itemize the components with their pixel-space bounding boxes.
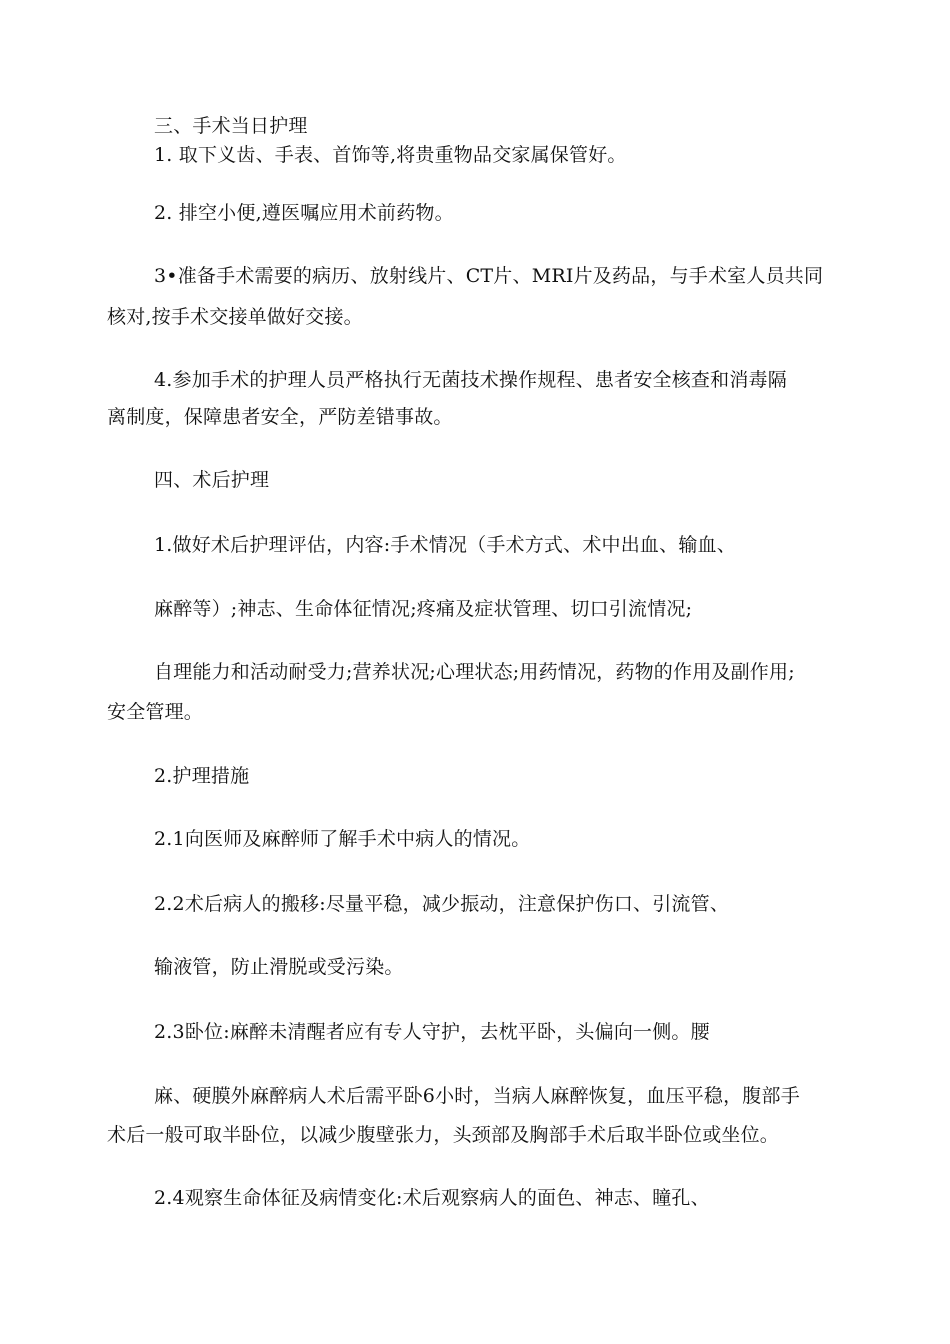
paragraph-line: 输液管，防止滑脱或受污染。 — [154, 956, 404, 978]
paragraph-line: 3•准备手术需要的病历、放射线片、CT片、MRI片及药品，与手术室人员共同 — [154, 265, 824, 287]
paragraph-line: 4.参加手术的护理人员严格执行无菌技术操作规程、患者安全核查和消毒隔 — [154, 369, 787, 391]
paragraph-line: 2. 排空小便,遵医嘱应用术前药物。 — [154, 202, 454, 224]
paragraph-line: 1.做好术后护理评估，内容:手术情况（手术方式、术中出血、输血、 — [154, 534, 736, 556]
paragraph-line: 2.3卧位:麻醉未清醒者应有专人守护，去枕平卧，头偏向一侧。腰 — [154, 1021, 710, 1043]
paragraph-line: 核对,按手术交接单做好交接。 — [107, 306, 363, 328]
paragraph-line: 2.1向医师及麻醉师了解手术中病人的情况。 — [154, 828, 531, 850]
subsection-heading: 2.护理措施 — [154, 765, 250, 787]
paragraph-line: 自理能力和活动耐受力;营养状况;心理状态;用药情况，药物的作用及副作用; — [154, 661, 795, 683]
section-heading-3: 三、手术当日护理 — [154, 115, 308, 137]
paragraph-line: 麻醉等）;神志、生命体征情况;疼痛及症状管理、切口引流情况; — [154, 598, 693, 620]
section-heading-4: 四、术后护理 — [154, 469, 270, 491]
paragraph-line: 1. 取下义齿、手表、首饰等,将贵重物品交家属保管好。 — [154, 144, 627, 166]
paragraph-line: 离制度，保障患者安全，严防差错事故。 — [107, 406, 453, 428]
paragraph-line: 2.4观察生命体征及病情变化:术后观察病人的面色、神志、瞳孔、 — [154, 1187, 710, 1209]
paragraph-line: 2.2术后病人的搬移:尽量平稳，减少振动，注意保护伤口、引流管、 — [154, 893, 730, 915]
paragraph-line: 安全管理。 — [107, 701, 204, 723]
paragraph-line: 麻、硬膜外麻醉病人术后需平卧6小时，当病人麻醉恢复，血压平稳，腹部手 — [154, 1085, 800, 1107]
paragraph-line: 术后一般可取半卧位，以减少腹壁张力，头颈部及胸部手术后取半卧位或坐位。 — [107, 1124, 780, 1146]
